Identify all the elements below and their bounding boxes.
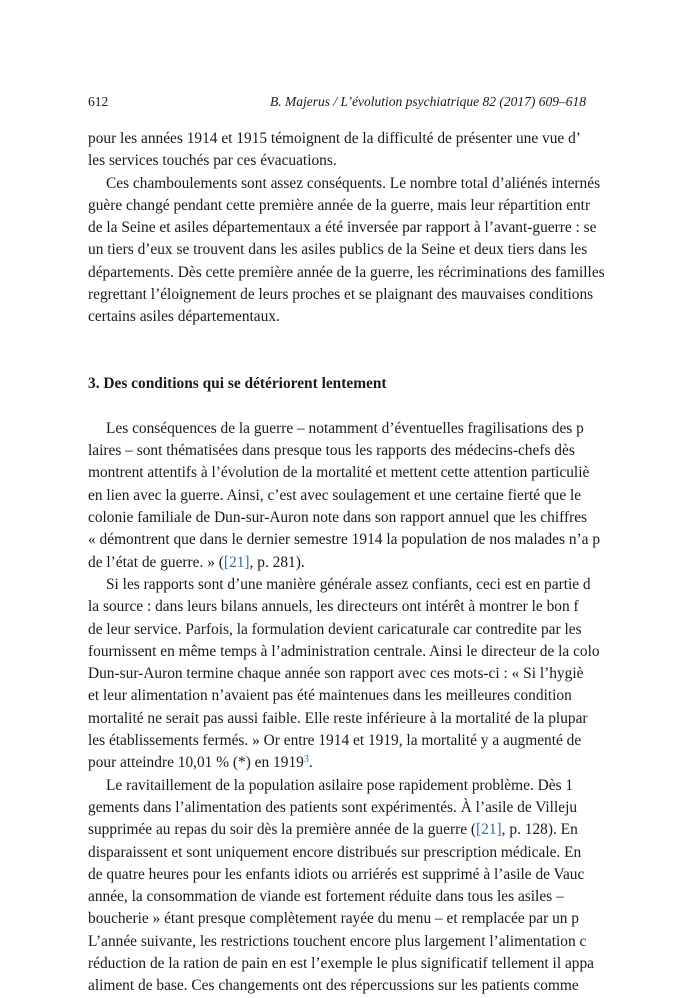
text-line: année, la consommation de viande est fortement réduite dans tous les asiles – [88, 888, 564, 906]
footnote-marker[interactable]: 3 [303, 754, 309, 766]
text-segment: supprimée au repas du soir dès la première année de la guerre ( [88, 821, 477, 839]
section-heading: 3. Des conditions qui se détériorent lentement [88, 375, 387, 393]
text-line: boucherie » étant presque complètement rayée du menu – et remplacée par un p [88, 910, 580, 928]
text-line: guère changé pendant cette première année de la guerre, mais leur répartition entr [88, 196, 591, 214]
text-line: fournissent en même temps à l’administration centrale. Ainsi le directeur de la colo [88, 642, 600, 660]
text-segment: . [308, 754, 313, 772]
text-line [88, 552, 680, 574]
page-number: 612 [88, 94, 109, 109]
text-line: aliment de base. Ces changements ont des répercussions sur les patients comme [88, 977, 579, 995]
text-line: colonie familiale de Dun-sur-Auron note dans son rapport annuel que les chiffres [88, 509, 588, 527]
text-segment: , p. 281). [249, 553, 305, 571]
text-line: la source : dans leurs bilans annuels, les directeurs ont intérêt à montrer le bon f [88, 598, 579, 616]
text-line [88, 819, 680, 841]
text-line: « démontrent que dans le dernier semestre 1914 la population de nos malades n’a p [88, 531, 601, 549]
text-line: de leur service. Parfois, la formulation devient caricaturale car contredite par les [88, 620, 582, 638]
text-line: les services touchés par ces évacuations. [88, 152, 337, 170]
text-line: Ces chamboulements sont assez conséquents. Le nombre total d’aliénés internés [106, 174, 601, 192]
text-line: laires – sont thématisées dans presque tous les rapports des médecins-chefs dès [88, 442, 575, 460]
text-line: départements. Dès cette première année de la guerre, les récriminations des familles [88, 263, 605, 281]
paragraph-1 [88, 128, 680, 173]
text-line: gements dans l’alimentation des patients sont expérimentés. À l’asile de Villeju [88, 798, 578, 816]
text-segment: de l’état de guerre. » ( [88, 553, 224, 571]
text-line: Si les rapports sont d’une manière générale assez confiants, ceci est en partie d [106, 575, 591, 593]
text-line: et leur alimentation n’avaient pas été maintenues dans les meilleures condition [88, 687, 572, 705]
text-line [88, 752, 680, 774]
text-line: pour les années 1914 et 1915 témoignent de la difficulté de présenter une vue d’ [88, 130, 581, 147]
reference-link[interactable]: [21] [223, 553, 250, 571]
text-line: Le ravitaillement de la population asilaire pose rapidement problème. Dès 1 [106, 776, 574, 794]
text-line: disparaissent et sont uniquement encore distribués sur prescription médicale. En [88, 843, 582, 861]
text-segment: pour atteindre 10,01 % (*) en 1919 [88, 754, 304, 772]
text-line: Les conséquences de la guerre – notamment d’éventuelles fragilisations des p [106, 419, 584, 437]
paragraph-3 [88, 418, 680, 574]
running-header [88, 94, 680, 114]
text-line: montrent attentifs à l’évolution de la mortalité et mettent cette attention particuliè [88, 464, 590, 482]
text-line: certains asiles départementaux. [88, 308, 280, 326]
text-line: un tiers d’eux se trouvent dans les asiles publics de la Seine et deux tiers dans les [88, 241, 588, 259]
paragraph-4 [88, 574, 680, 775]
text-line: regrettant l’éloignement de leurs proches et se plaignant des mauvaises conditions [88, 286, 594, 304]
text-line: mortalité ne serait pas aussi faible. Elle reste inférieure à la mortalité de la plupar [88, 709, 588, 727]
paragraph-2 [88, 173, 680, 329]
running-head-citation: B. Majerus / L’évolution psychiatrique 82 (2017) 609–618 [270, 94, 586, 109]
article-body [88, 128, 680, 998]
text-line: L’année suivante, les restrictions touchent encore plus largement l’alimentation c [88, 932, 587, 950]
text-line: réduction de la ration de pain en est l’exemple le plus significatif tellement il appa [88, 954, 595, 972]
text-line: de quatre heures pour les enfants idiots ou arriérés est supprimé à l’asile de Vauc [88, 865, 585, 883]
text-segment: , p. 128). En [501, 821, 578, 839]
text-line: les établissements fermés. » Or entre 1914 et 1919, la mortalité y a augmenté de [88, 732, 582, 750]
reference-link[interactable]: [21] [476, 821, 502, 839]
text-line: en lien avec la guerre. Ainsi, c’est avec soulagement et une certaine fierté que le [88, 486, 582, 504]
text-line: de la Seine et asiles départementaux a été inversée par rapport à l’avant-guerre : se [88, 219, 597, 237]
paragraph-5 [88, 775, 680, 998]
text-line: Dun-sur-Auron termine chaque année son rapport avec ces mots-ci : « Si l’hygiè [88, 665, 584, 683]
